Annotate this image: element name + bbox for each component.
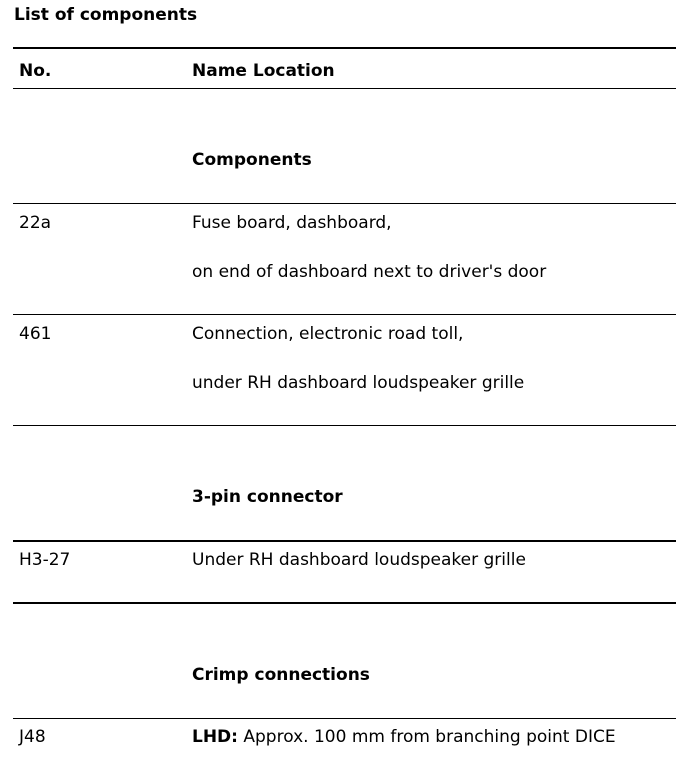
row-location-text: Approx. 100 mm from branching point DICE <box>243 727 616 747</box>
row-location: on end of dashboard next to driver's door <box>192 262 547 282</box>
column-header-name-location: Name Location <box>192 61 335 81</box>
page-title: List of components <box>14 5 198 25</box>
header-bottom-rule <box>13 88 676 89</box>
section-rule <box>13 718 676 719</box>
row-number: 461 <box>19 324 52 344</box>
column-header-no: No. <box>19 61 52 81</box>
row-number: 22a <box>19 213 52 233</box>
row-rule <box>13 314 676 315</box>
row-number: J48 <box>19 727 46 747</box>
table-top-rule <box>13 47 676 49</box>
section-heading-crimp-connections: Crimp connections <box>192 665 370 685</box>
row-location: under RH dashboard loudspeaker grille <box>192 373 525 393</box>
section-rule <box>13 203 676 204</box>
section-heading-components: Components <box>192 150 312 170</box>
row-location-qualifier: LHD: <box>192 727 238 747</box>
row-name: Connection, electronic road toll, <box>192 324 464 344</box>
row-name: Fuse board, dashboard, <box>192 213 392 233</box>
row-number: H3-27 <box>19 550 71 570</box>
row-location <box>192 727 616 747</box>
row-location: Under RH dashboard loudspeaker grille <box>192 550 526 570</box>
section-end-rule <box>13 602 676 604</box>
section-rule <box>13 540 676 542</box>
section-end-rule <box>13 425 676 426</box>
section-heading-3-pin-connector: 3-pin connector <box>192 487 343 507</box>
